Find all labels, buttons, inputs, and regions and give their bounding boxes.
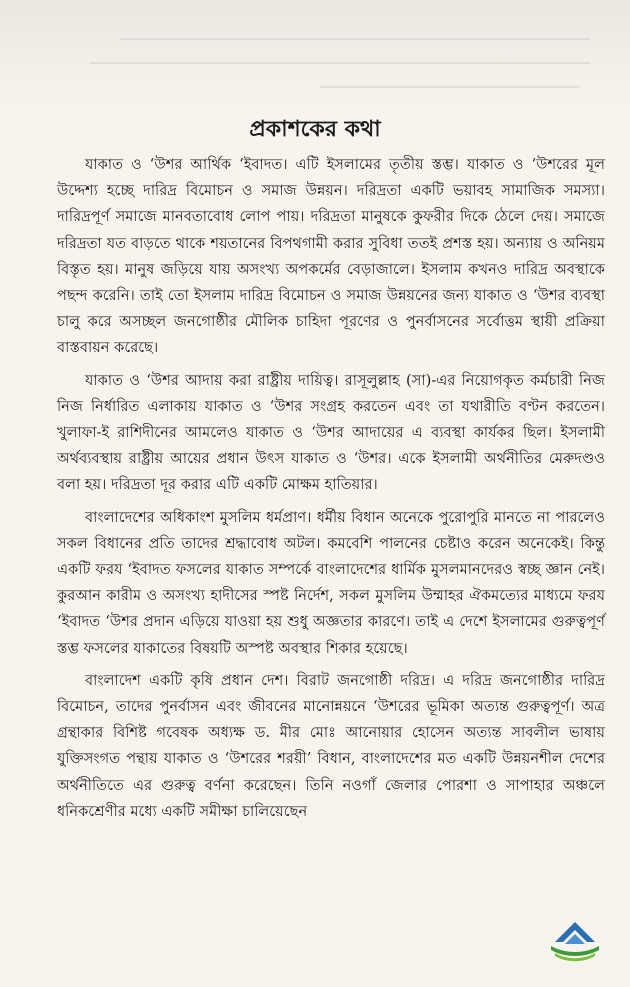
paragraph-3: বাংলাদেশের অধিকাংশ মুসলিম ধর্মপ্রাণ। ধর্মীয় বিধান অনেকে পুরোপুরি মানতে না পারলেও সকল বিধানের প্রতি তাদের শ্রদ্ধাবোধ অটল। কমবেশি পালনের চেষ্টাও করেন অনেকেই। কিন্তু একটি ফরয ‘ইবাদত ফসলের যাকাত সম্পর্কে বাংলাদেশের ধার্মিক মুসলমানদেরও স্বচ্ছ জ্ঞান নেই। কুরআন কারীম ও অসংখ্য হাদীসের স্পষ্ট নির্দেশ, সকল মুসলিম উম্মাহর ঐকমত্যের মাধ্যমে ফরয ‘ইবাদত ‘উশর প্রদান এড়িয়ে যাওয়া হয় শুধু অজ্ঞতার কারণে। তাই এ দেশে ইসলামের গুরুত্বপূর্ণ স্তম্ভ ফসলের যাকাতের বিষয়টি অস্পষ্ট অবস্থার শিকার হয়েছে।: [57, 508, 605, 657]
publisher-logo-icon: [545, 920, 605, 964]
paragraph-4: বাংলাদেশ একটি কৃষি প্রধান দেশ। বিরাট জনগোষ্ঠী দরিদ্র। এ দরিদ্র জনগোষ্ঠীর দারিদ্র বিমোচন, তাদের পুনর্বাসন এবং জীবনের মানোন্নয়নে ‘উশরের ভূমিকা অত্যন্ত গুরুত্বপূর্ণ। অত্র গ্রন্থাকার বিশিষ্ট গবেষক অধ্যক্ষ ড. মীর মোঃ আনোয়ার হোসেন অত্যন্ত সাবলীল ভাষায় যুক্তিসংগত পন্থায় যাকাত ও ‘উশরের শরয়ী’ বিধান, বাংলাদেশের মত একটি উন্নয়নশীল দেশের অর্থনীতিতে এর গুরুত্ব বর্ণনা করেছেন। তিনি নওগাঁ জেলার পোরশা ও সাপাহার অঞ্চলে ধনিকশ্রেণীর মধ্যে একটি সমীক্ষা চালিয়েছেন: [57, 671, 605, 820]
show-through-area: [0, 0, 630, 110]
paragraph-2: যাকাত ও ‘উশর আদায় করা রাষ্ট্রীয় দায়িত্ব। রাসূলুল্লাহ (সা)-এর নিয়োগকৃত কর্মচারী নিজ নিজ নির্ধারিত এলাকায় যাকাত ও ‘উশর সংগ্রহ করতেন এবং তা যথারীতি বণ্টন করতেন। খুলাফা-ই রাশিদীনের আমলেও যাকাত ও ‘উশর আদায়ের এ ব্যবস্থা কার্যকর ছিল। ইসলামী অর্থব্যবস্থায় রাষ্ট্রীয় আয়ের প্রধান উৎস যাকাত ও ‘উশর। একে ইসলামী অর্থনীতির মেরুদণ্ডও বলা হয়। দরিদ্রতা দূর করার এটি একটি মোক্ষম হাতিয়ার।: [57, 371, 605, 494]
page-title: প্রকাশকের কথা: [249, 116, 381, 142]
body-text: [57, 152, 605, 831]
paragraph-1: যাকাত ও ‘উশর আর্থিক ‘ইবাদত। এটি ইসলামের তৃতীয় স্তম্ভ। যাকাত ও ‘উশরের মূল উদ্দেশ্য হচ্ছে দারিদ্র বিমোচন ও সমাজ উন্নয়ন। দরিদ্রতা একটি ভয়াবহ সামাজিক সমস্যা। দারিদ্রপূর্ণ সমাজে মানবতাবোধ লোপ পায়। দরিদ্রতা মানুষকে কুফরীর দিকে ঠেলে দেয়। সমাজে দরিদ্রতা যত বাড়তে থাকে শয়তানের বিপথগামী করার সুবিধা ততই প্রশস্ত হয়। অন্যায় ও অনিয়ম বিস্তৃত হয়। মানুষ জড়িয়ে যায় অসংখ্য অপকর্মের বেড়াজালে। ইসলাম কখনও দারিদ্র অবস্থাকে পছন্দ করেনি। তাই তো ইসলাম দারিদ্র বিমোচন ও সমাজ উন্নয়নের জন্য যাকাত ও ‘উশর ব্যবস্থা চালু করে অসচ্ছল জনগোষ্ঠীর মৌলিক চাহিদা পূরণের ও পুনর্বাসনের সর্বোত্তম স্থায়ী প্রক্রিয়া বাস্তবায়ন করেছে।: [57, 156, 605, 357]
